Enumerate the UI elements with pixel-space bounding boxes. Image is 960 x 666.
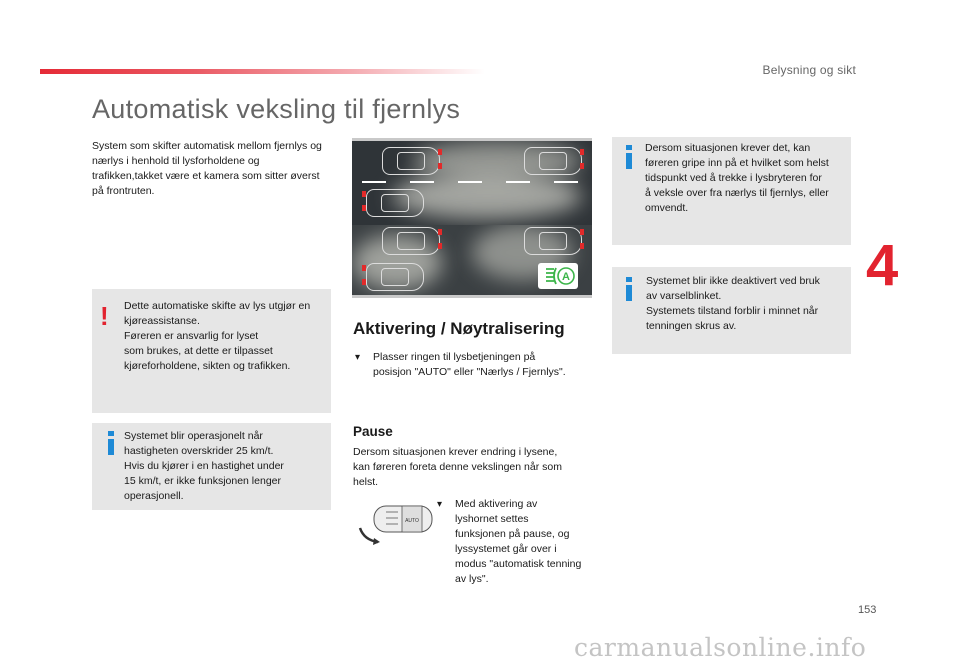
car-taillight — [580, 163, 584, 169]
car-taillight — [580, 149, 584, 155]
car-taillight — [438, 149, 442, 155]
high-beam-illustration — [352, 138, 592, 228]
bullet-arrow-icon: ▾ — [437, 499, 443, 510]
warning-line: som brukes, at dette er tilpasset — [124, 345, 273, 357]
info-line: av varselblinket. — [646, 290, 722, 302]
car-taillight — [580, 243, 584, 249]
activation-heading: Aktivering / Nøytralisering — [353, 319, 565, 338]
page-title: Automatisk veksling til fjernlys — [92, 94, 461, 124]
car — [382, 147, 440, 175]
stalk-auto-label: AUTO — [405, 518, 419, 524]
car-taillight — [362, 279, 366, 285]
lane-marking — [506, 181, 530, 183]
bullet-line: modus "automatisk tenning — [455, 558, 582, 570]
bullet-line: lyssystemet går over i — [455, 543, 557, 555]
activation-bullet — [355, 350, 595, 382]
bullet-line: funksjonen på pause, og — [455, 528, 570, 540]
car-taillight — [438, 229, 442, 235]
warning-line: kjøreassistanse. — [124, 315, 200, 327]
car — [366, 263, 424, 291]
info-line: 15 km/t, er ikke funksjonen lenger — [124, 475, 281, 487]
header-accent-bar — [40, 69, 485, 74]
info-icon — [101, 429, 121, 457]
light-stalk-illustration — [356, 500, 434, 546]
info-box-left — [92, 423, 331, 510]
info-line: å veksle over fra nærlys til fjernlys, eller — [645, 187, 829, 199]
bullet-line: lyshornet settes — [455, 513, 529, 525]
info-line: omvendt. — [645, 202, 689, 214]
info-line: Dersom situasjonen krever det, kan — [645, 142, 811, 154]
bullet-arrow-icon: ▾ — [355, 352, 361, 363]
car — [524, 147, 582, 175]
lane-marking — [410, 181, 434, 183]
car — [524, 227, 582, 255]
info-line: Systemets tilstand forblir i minnet når — [646, 305, 819, 317]
info-icon — [619, 143, 639, 171]
info-line: føreren gripe inn på et hvilket som helst — [645, 157, 829, 169]
lane-marking — [362, 181, 386, 183]
info-box-right-bottom — [612, 267, 851, 354]
low-beam-illustration — [352, 225, 592, 298]
bullet-line: Plasser ringen til lysbetjeningen på — [373, 351, 536, 363]
info-line: hastigheten overskrider 25 km/t. — [124, 445, 274, 457]
car-taillight — [438, 243, 442, 249]
section-name: Belysning og sikt — [762, 63, 856, 77]
bullet-line: av lys". — [455, 573, 489, 585]
page-number: 153 — [858, 604, 877, 616]
warning-line: Føreren er ansvarlig for lyset — [124, 330, 259, 342]
info-line: tidspunkt ved å trekke i lysbryteren for — [645, 172, 822, 184]
car-taillight — [362, 205, 366, 211]
lane-marking — [554, 181, 578, 183]
car-taillight — [362, 265, 366, 271]
warning-box — [92, 289, 331, 413]
car-taillight — [438, 163, 442, 169]
pause-text-line: kan føreren foreta denne vekslingen når som — [353, 461, 562, 473]
info-icon — [619, 275, 639, 303]
warning-icon: ! — [100, 301, 109, 331]
warning-line: kjøreforholdene, sikten og trafikken. — [124, 360, 291, 372]
info-line: Systemet blir operasjonelt når — [124, 430, 263, 442]
info-line: Hvis du kjører i en hastighet under — [124, 460, 284, 472]
car — [366, 189, 424, 217]
car-taillight — [580, 229, 584, 235]
intro-text: System som skifter automatisk mellom fjernlys og nærlys i henhold til lysforholdene og trafikken,takket være et kamera som sitter øverst på frontruten. — [92, 140, 322, 197]
info-box-right-top — [612, 137, 851, 245]
info-line: operasjonell. — [124, 490, 184, 502]
footer-watermark: carmanualsonline.info — [574, 633, 867, 662]
bullet-line: posisjon "AUTO" eller "Nærlys / Fjernlys". — [373, 366, 566, 378]
bullet-line: Med aktivering av — [455, 498, 538, 510]
chapter-number: 4 — [866, 233, 899, 298]
lane-marking — [458, 181, 482, 183]
car — [382, 227, 440, 255]
car-taillight — [362, 191, 366, 197]
indicator-letter: A — [562, 271, 570, 283]
pause-text-line: Dersom situasjonen krever endring i lysene, — [353, 446, 558, 458]
pause-bullet — [437, 497, 597, 592]
pause-text-line: helst. — [353, 476, 379, 488]
info-line: Systemet blir ikke deaktivert ved bruk — [646, 275, 820, 287]
info-line: tenningen skrus av. — [646, 320, 737, 332]
auto-high-beam-indicator-icon — [538, 263, 578, 289]
pause-heading: Pause — [353, 424, 393, 439]
warning-line: Dette automatiske skifte av lys utgjør en — [124, 300, 311, 312]
